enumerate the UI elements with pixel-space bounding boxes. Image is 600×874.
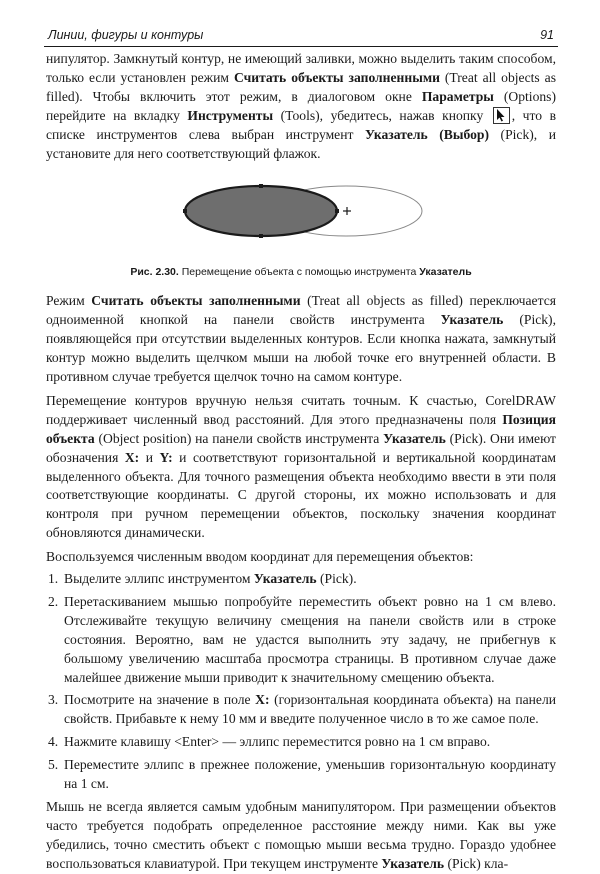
list-item: 4. Нажмите клавишу <Enter> — эллипс переместится ровно на 1 см вправо.	[48, 734, 491, 750]
steps-list	[46, 570, 556, 794]
list-item: 2. Перетаскиванием мышью попробуйте переместить объект ровно на 1 см влево. Отслеживайте текущую величину смещения на панели свойств или в строке состояния. Вероятно, вам не удастся выполнить эту задачу, не прибегнув к большому увеличению масштаба просмотра страницы. В противном случае даже малейшее движение мыши приводит к значительному смещению объекта.	[48, 593, 556, 685]
list-item: 5. Переместите эллипс в прежнее положение, уменьшив горизонтальную координату на 1 см.	[48, 757, 556, 792]
paragraph-5: Мышь не всегда является самым удобным манипулятором. При размещении объектов часто требуется подобрать определенное расстояние между ними. Как вы уже убедились, точно сместить объект с помощью мыши весьма трудно. Гораздо удобнее воспользоваться клавиатурой. При текущем инструменте Указатель (Pick) кла-	[46, 799, 556, 871]
original-ellipse	[185, 186, 337, 236]
figure-ellipse-move	[46, 177, 556, 257]
list-item: 3. Посмотрите на значение в поле X: (горизонтальная координата объекта) на панели свойств. Прибавьте к нему 10 мм и введите полученное число в то же самое поле.	[48, 692, 557, 727]
figure-caption: Рис. 2.30. Перемещение объекта с помощью инструмента Указатель	[130, 266, 472, 279]
paragraph-1: нипулятор. Замкнутый контур, не имеющий заливки, можно выделить таким способом, только если установлен режим Считать объекты заполненными (Treat all objects as filled). Чтобы включить этот режим, в диалоговом окне Параметры (Options) перейдите на вкладку Инструменты (Tools), убедитесь, нажав кнопку , что в списке инструментов слева выбран инструмент Указатель (Выбор) (Pick), и установите для него соответствующий флажок.	[46, 51, 556, 161]
body-text	[46, 50, 556, 874]
paragraph-2: Режим Считать объекты заполненными (Treat all objects as filled) переключается одноименной кнопкой на панели свойств инструмента Указатель (Pick), появляющейся при отсутствии выделенных контуров. Если кнопка нажата, замкнутый контур можно выделить щелчком мыши на любой точке его внутренней области. В противном случае требуется щелчок точно на самом контуре.	[46, 293, 556, 384]
pick-arrow-icon	[493, 107, 510, 124]
plus-icon	[343, 207, 351, 215]
paragraph-4: Воспользуемся численным вводом координат для перемещения объектов:	[46, 549, 474, 565]
ellipse-illustration	[46, 177, 556, 257]
running-head-title: Линии, фигуры и контуры	[48, 28, 204, 42]
paragraph-3: Перемещение контуров вручную нельзя считать точным. К счастью, CorelDRAW поддерживает численный ввод расстояний. Для этого предназначены поля Позиция объекта (Object position) на панели свойств инструмента Указатель (Pick). Они имеют обозначения X: и Y: и соответствуют горизонтальной и вертикальной координатам выделенного объекта. Для точного размещения объекта необходимо ввести в эти поля соответствующие координаты. С другой стороны, их можно использовать и для контроля при ручном перемещении объектов, поскольку значения координат обновляются динамически.	[46, 392, 556, 541]
list-item: 1. Выделите эллипс инструментом Указатель (Pick).	[48, 571, 357, 587]
page-number: 91	[540, 28, 554, 42]
header-rule	[44, 46, 558, 47]
